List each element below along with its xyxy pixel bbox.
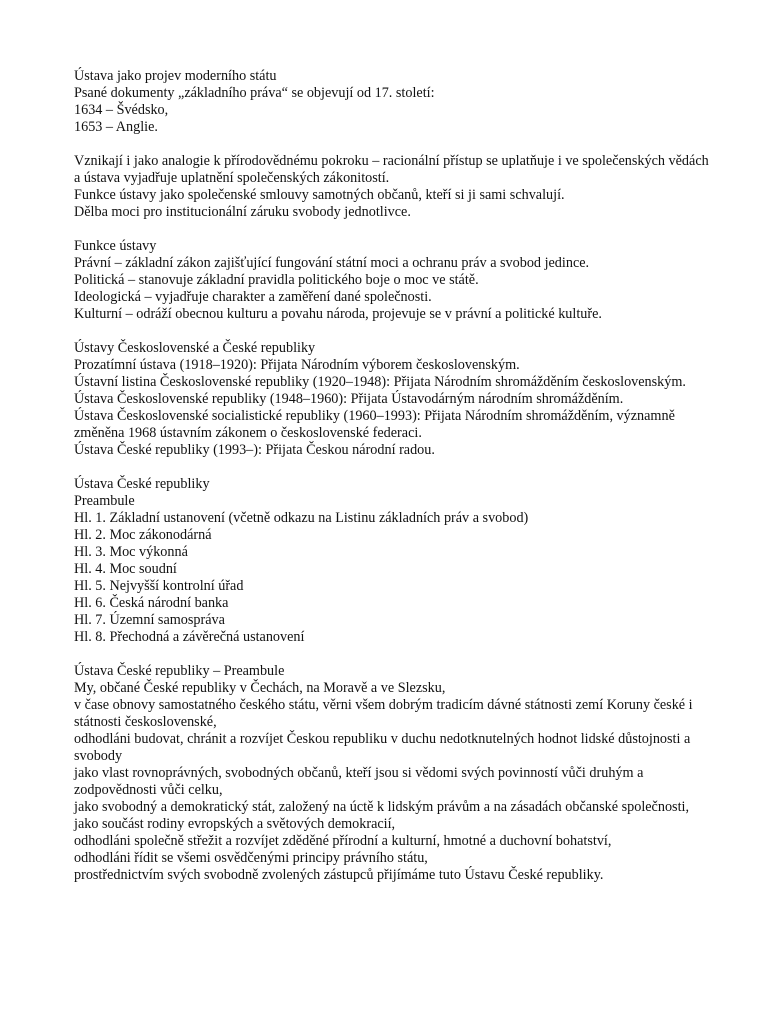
text-line: Ideologická – vyjadřuje charakter a zaměření dané společnosti.	[74, 289, 432, 305]
text-line: odhodláni řídit se všemi osvědčenými principy právního státu,	[74, 850, 428, 866]
section-heading: Ústavy Československé a České republiky	[74, 340, 316, 356]
text-line: 1634 – Švédsko,	[74, 102, 169, 118]
section-heading: Ústava České republiky	[74, 476, 210, 492]
text-line: My, občané České republiky v Čechách, na Moravě a ve Slezsku,	[74, 680, 446, 696]
text-line: Dělba moci pro institucionální záruku svobody jednotlivce.	[74, 204, 411, 220]
text-line: Hl. 1. Základní ustanovení (včetně odkazu na Listinu základních práv a svobod)	[74, 510, 529, 526]
text-line: Hl. 2. Moc zákonodárná	[74, 527, 212, 543]
text-line: odhodláni budovat, chránit a rozvíjet Českou republiku v duchu nedotknutelných hodnot lidské důstojnosti a svobody	[74, 731, 691, 764]
section-functions	[74, 238, 714, 323]
text-line: Hl. 5. Nejvyšší kontrolní úřad	[74, 578, 244, 594]
section-constitutions-history	[74, 340, 714, 459]
text-line: Funkce ústavy jako společenské smlouvy samotných občanů, kteří si ji sami schvalují.	[74, 187, 565, 203]
text-line: Preambule	[74, 493, 135, 509]
text-line: Ústava Československé republiky (1948–1960): Přijata Ústavodárným národním shromážděním.	[74, 391, 624, 407]
document-body	[74, 68, 714, 901]
text-line: Ústavní listina Československé republiky (1920–1948): Přijata Národním shromážděním československým.	[74, 374, 686, 390]
text-line: jako vlast rovnoprávných, svobodných občanů, kteří jsou si vědomi svých povinností vůči druhým a zodpovědnosti vůči celku,	[74, 765, 644, 798]
text-line: jako svobodný a demokratický stát, založený na úctě k lidským právům a na zásadách občanské společnosti,	[74, 799, 689, 815]
text-line: Kulturní – odráží obecnou kulturu a povahu národa, projevuje se v právní a politické kultuře.	[74, 306, 602, 322]
text-line: Politická – stanovuje základní pravidla politického boje o moc ve státě.	[74, 272, 479, 288]
section-constitution-structure	[74, 476, 714, 646]
text-line: Právní – základní zákon zajišťující fungování státní moci a ochranu práv a svobod jedince.	[74, 255, 590, 271]
section-modern-state	[74, 68, 714, 136]
text-line: Ústava Československé socialistické republiky (1960–1993): Přijata Národním shromážděním, významně změněna 1968 ústavním zákonem o československé federaci.	[74, 408, 675, 441]
text-line: jako součást rodiny evropských a světových demokracií,	[74, 816, 396, 832]
text-line: Hl. 7. Územní samospráva	[74, 612, 225, 628]
section-origin	[74, 153, 714, 221]
section-heading: Ústava jako projev moderního státu	[74, 68, 277, 84]
text-line: Psané dokumenty „základního práva“ se objevují od 17. století:	[74, 85, 435, 101]
section-preamble	[74, 663, 714, 884]
text-line: odhodláni společně střežit a rozvíjet zděděné přírodní a kulturní, hmotné a duchovní bohatství,	[74, 833, 612, 849]
text-line: prostřednictvím svých svobodně zvolených zástupců přijímáme tuto Ústavu České republiky.	[74, 867, 604, 883]
text-line: Vznikají i jako analogie k přírodovědnému pokroku – racionální přístup se uplatňuje i ve společenských vědách a ústava vyjadřuje uplatnění společenských zákonitostí.	[74, 153, 709, 186]
text-line: Hl. 3. Moc výkonná	[74, 544, 188, 560]
text-line: v čase obnovy samostatného českého státu, věrni všem dobrým tradicím dávné státnosti zemí Koruny české i státnosti československé,	[74, 697, 693, 730]
section-heading: Ústava České republiky – Preambule	[74, 663, 285, 679]
text-line: 1653 – Anglie.	[74, 119, 158, 135]
text-line: Hl. 8. Přechodná a závěrečná ustanovení	[74, 629, 305, 645]
section-heading: Funkce ústavy	[74, 238, 157, 254]
text-line: Ústava České republiky (1993–): Přijata Českou národní radou.	[74, 442, 435, 458]
text-line: Hl. 4. Moc soudní	[74, 561, 177, 577]
text-line: Hl. 6. Česká národní banka	[74, 595, 229, 611]
text-line: Prozatímní ústava (1918–1920): Přijata Národním výborem československým.	[74, 357, 520, 373]
